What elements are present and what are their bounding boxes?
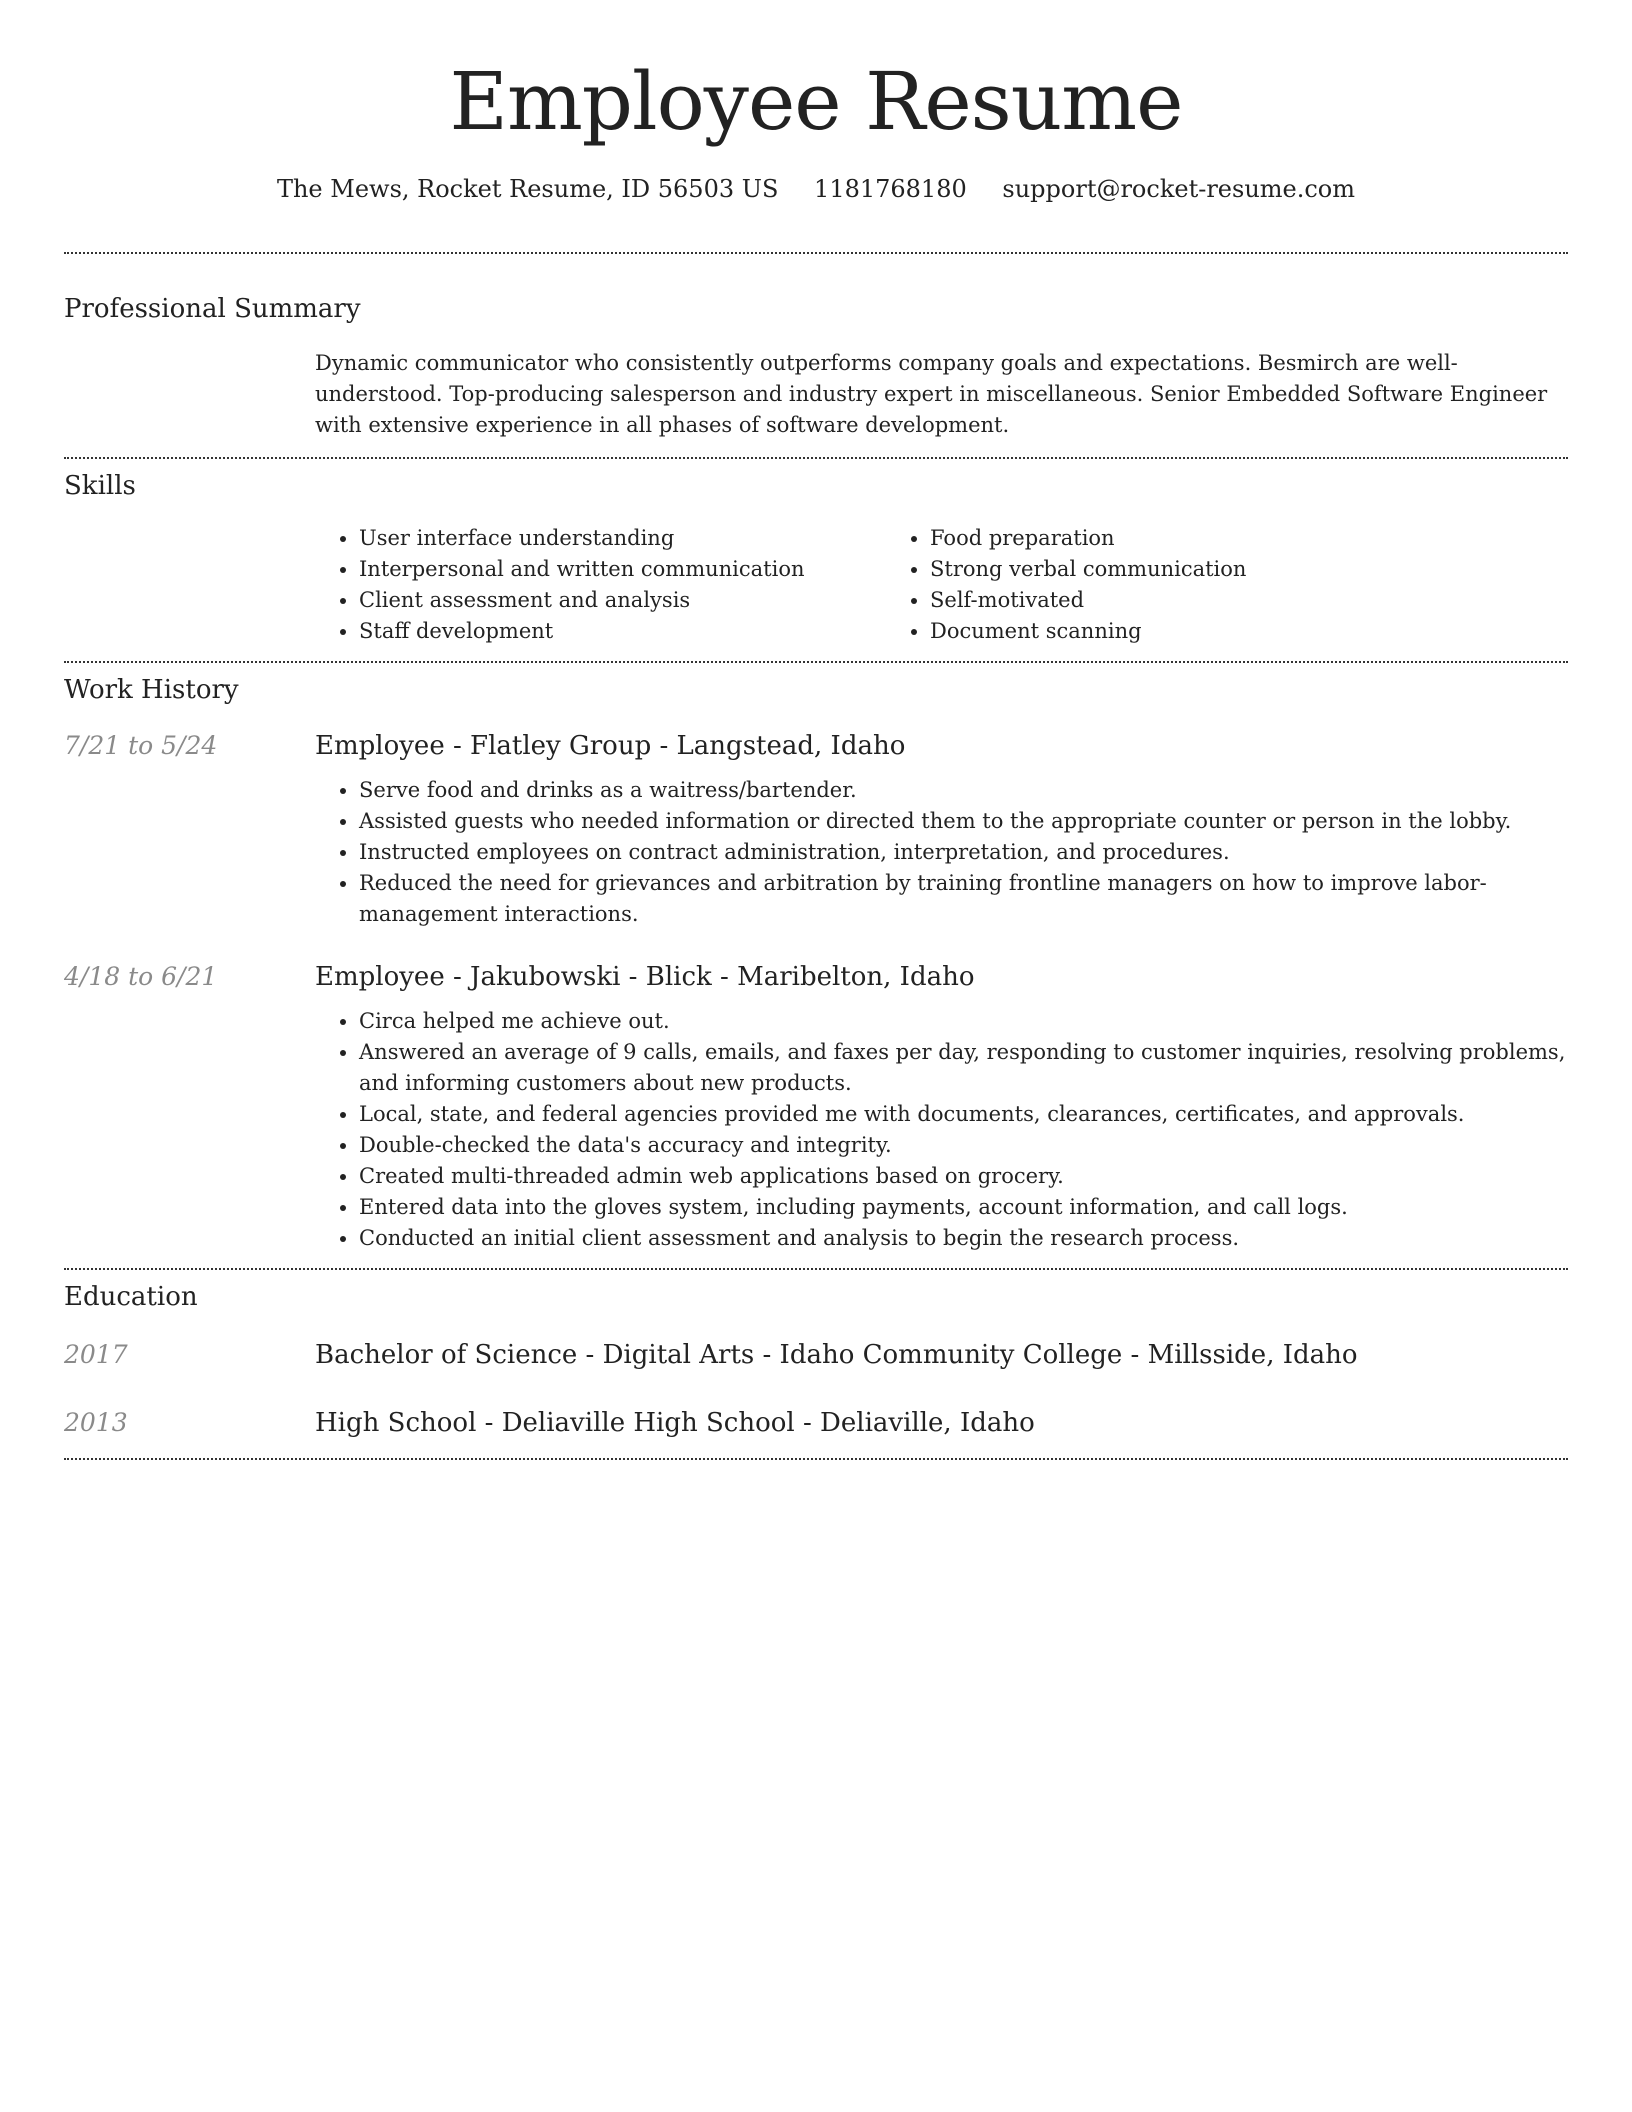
summary-text: Dynamic communicator who consistently outperforms company goals and expectations. Besmirch are well-understood. Top-producing salesperson and industry expert in miscellaneous. Senior Embedded Software Engineer with extensive experience in all phases of software development. [315, 351, 1548, 437]
summary-row [64, 348, 1568, 441]
job-bullet: • Assisted guests who needed information or directed them to the appropriate counter or person in the lobby. [359, 806, 1568, 837]
job-bullet: • Answered an average of 9 calls, emails, and faxes per day, responding to customer inquiries, resolving problems, and informing customers about new products. [359, 1037, 1568, 1099]
section-divider [64, 1458, 1568, 1460]
education-heading: High School - Deliaville High School - Deliaville, Idaho [315, 1408, 1035, 1438]
contact-address: The Mews, Rocket Resume, ID 56503 US [276, 175, 779, 203]
job-heading: Employee - Jakubowski - Blick - Maribelton, Idaho [315, 962, 975, 992]
job-dates: 4/18 to 6/21 [64, 962, 218, 991]
education-year: 2013 [64, 1408, 128, 1437]
job-bullet: • Reduced the need for grievances and arbitration by training frontline managers on how to improve labor-management interactions. [359, 868, 1568, 930]
job-bullet: • Instructed employees on contract administration, interpretation, and procedures. [359, 837, 1568, 868]
skills-section [64, 459, 1568, 661]
work-title: Work History [64, 675, 239, 705]
contact-phone: 1181768180 [814, 175, 967, 203]
education-section [64, 1270, 1568, 1458]
summary-title: Professional Summary [64, 294, 361, 324]
job-bullet: • Local, state, and federal agencies provided me with documents, clearances, certificates, and approvals. [359, 1099, 1568, 1130]
job-bullet: • Conducted an initial client assessment and analysis to begin the research process. [359, 1223, 1568, 1254]
job-bullet: • Double-checked the data's accuracy and integrity. [359, 1130, 1568, 1161]
job-bullet: • Entered data into the gloves system, including payments, account information, and call logs. [359, 1192, 1568, 1223]
skills-title: Skills [64, 471, 136, 501]
skill-item: • Interpersonal and written communication [359, 554, 886, 585]
skill-item: • Food preparation [930, 523, 1457, 554]
job-bullets [315, 1006, 1568, 1254]
job-bullet: • Created multi-threaded admin web applications based on grocery. [359, 1161, 1568, 1192]
contact-line [64, 172, 1568, 206]
job-bullets [315, 775, 1568, 930]
job-heading: Employee - Flatley Group - Langstead, Idaho [315, 731, 906, 761]
education-year: 2017 [64, 1340, 128, 1369]
skill-item: • Client assessment and analysis [359, 585, 886, 616]
resume-header [64, 0, 1568, 206]
job-entry [64, 960, 1568, 1254]
skills-row [64, 523, 1568, 647]
education-title: Education [64, 1282, 198, 1312]
job-entry [64, 729, 1568, 930]
job-bullet: • Circa helped me achieve out. [359, 1006, 1568, 1037]
education-entry [64, 1406, 1568, 1440]
job-bullet: • Serve food and drinks as a waitress/bartender. [359, 775, 1568, 806]
education-heading: Bachelor of Science - Digital Arts - Idaho Community College - Millsside, Idaho [315, 1340, 1358, 1370]
skill-item: • User interface understanding [359, 523, 886, 554]
summary-section [64, 254, 1568, 457]
skills-columns [315, 523, 1568, 647]
job-dates: 7/21 to 5/24 [64, 731, 218, 760]
skill-item: • Document scanning [930, 616, 1457, 647]
work-section [64, 663, 1568, 1268]
skill-item: • Staff development [359, 616, 886, 647]
education-entry [64, 1338, 1568, 1372]
skills-list-right [886, 523, 1457, 647]
candidate-name: Employee Resume [449, 55, 1183, 148]
skill-item: • Self-motivated [930, 585, 1457, 616]
skills-list-left [315, 523, 886, 647]
skill-item: • Strong verbal communication [930, 554, 1457, 585]
contact-email: support@rocket-resume.com [1002, 175, 1356, 203]
